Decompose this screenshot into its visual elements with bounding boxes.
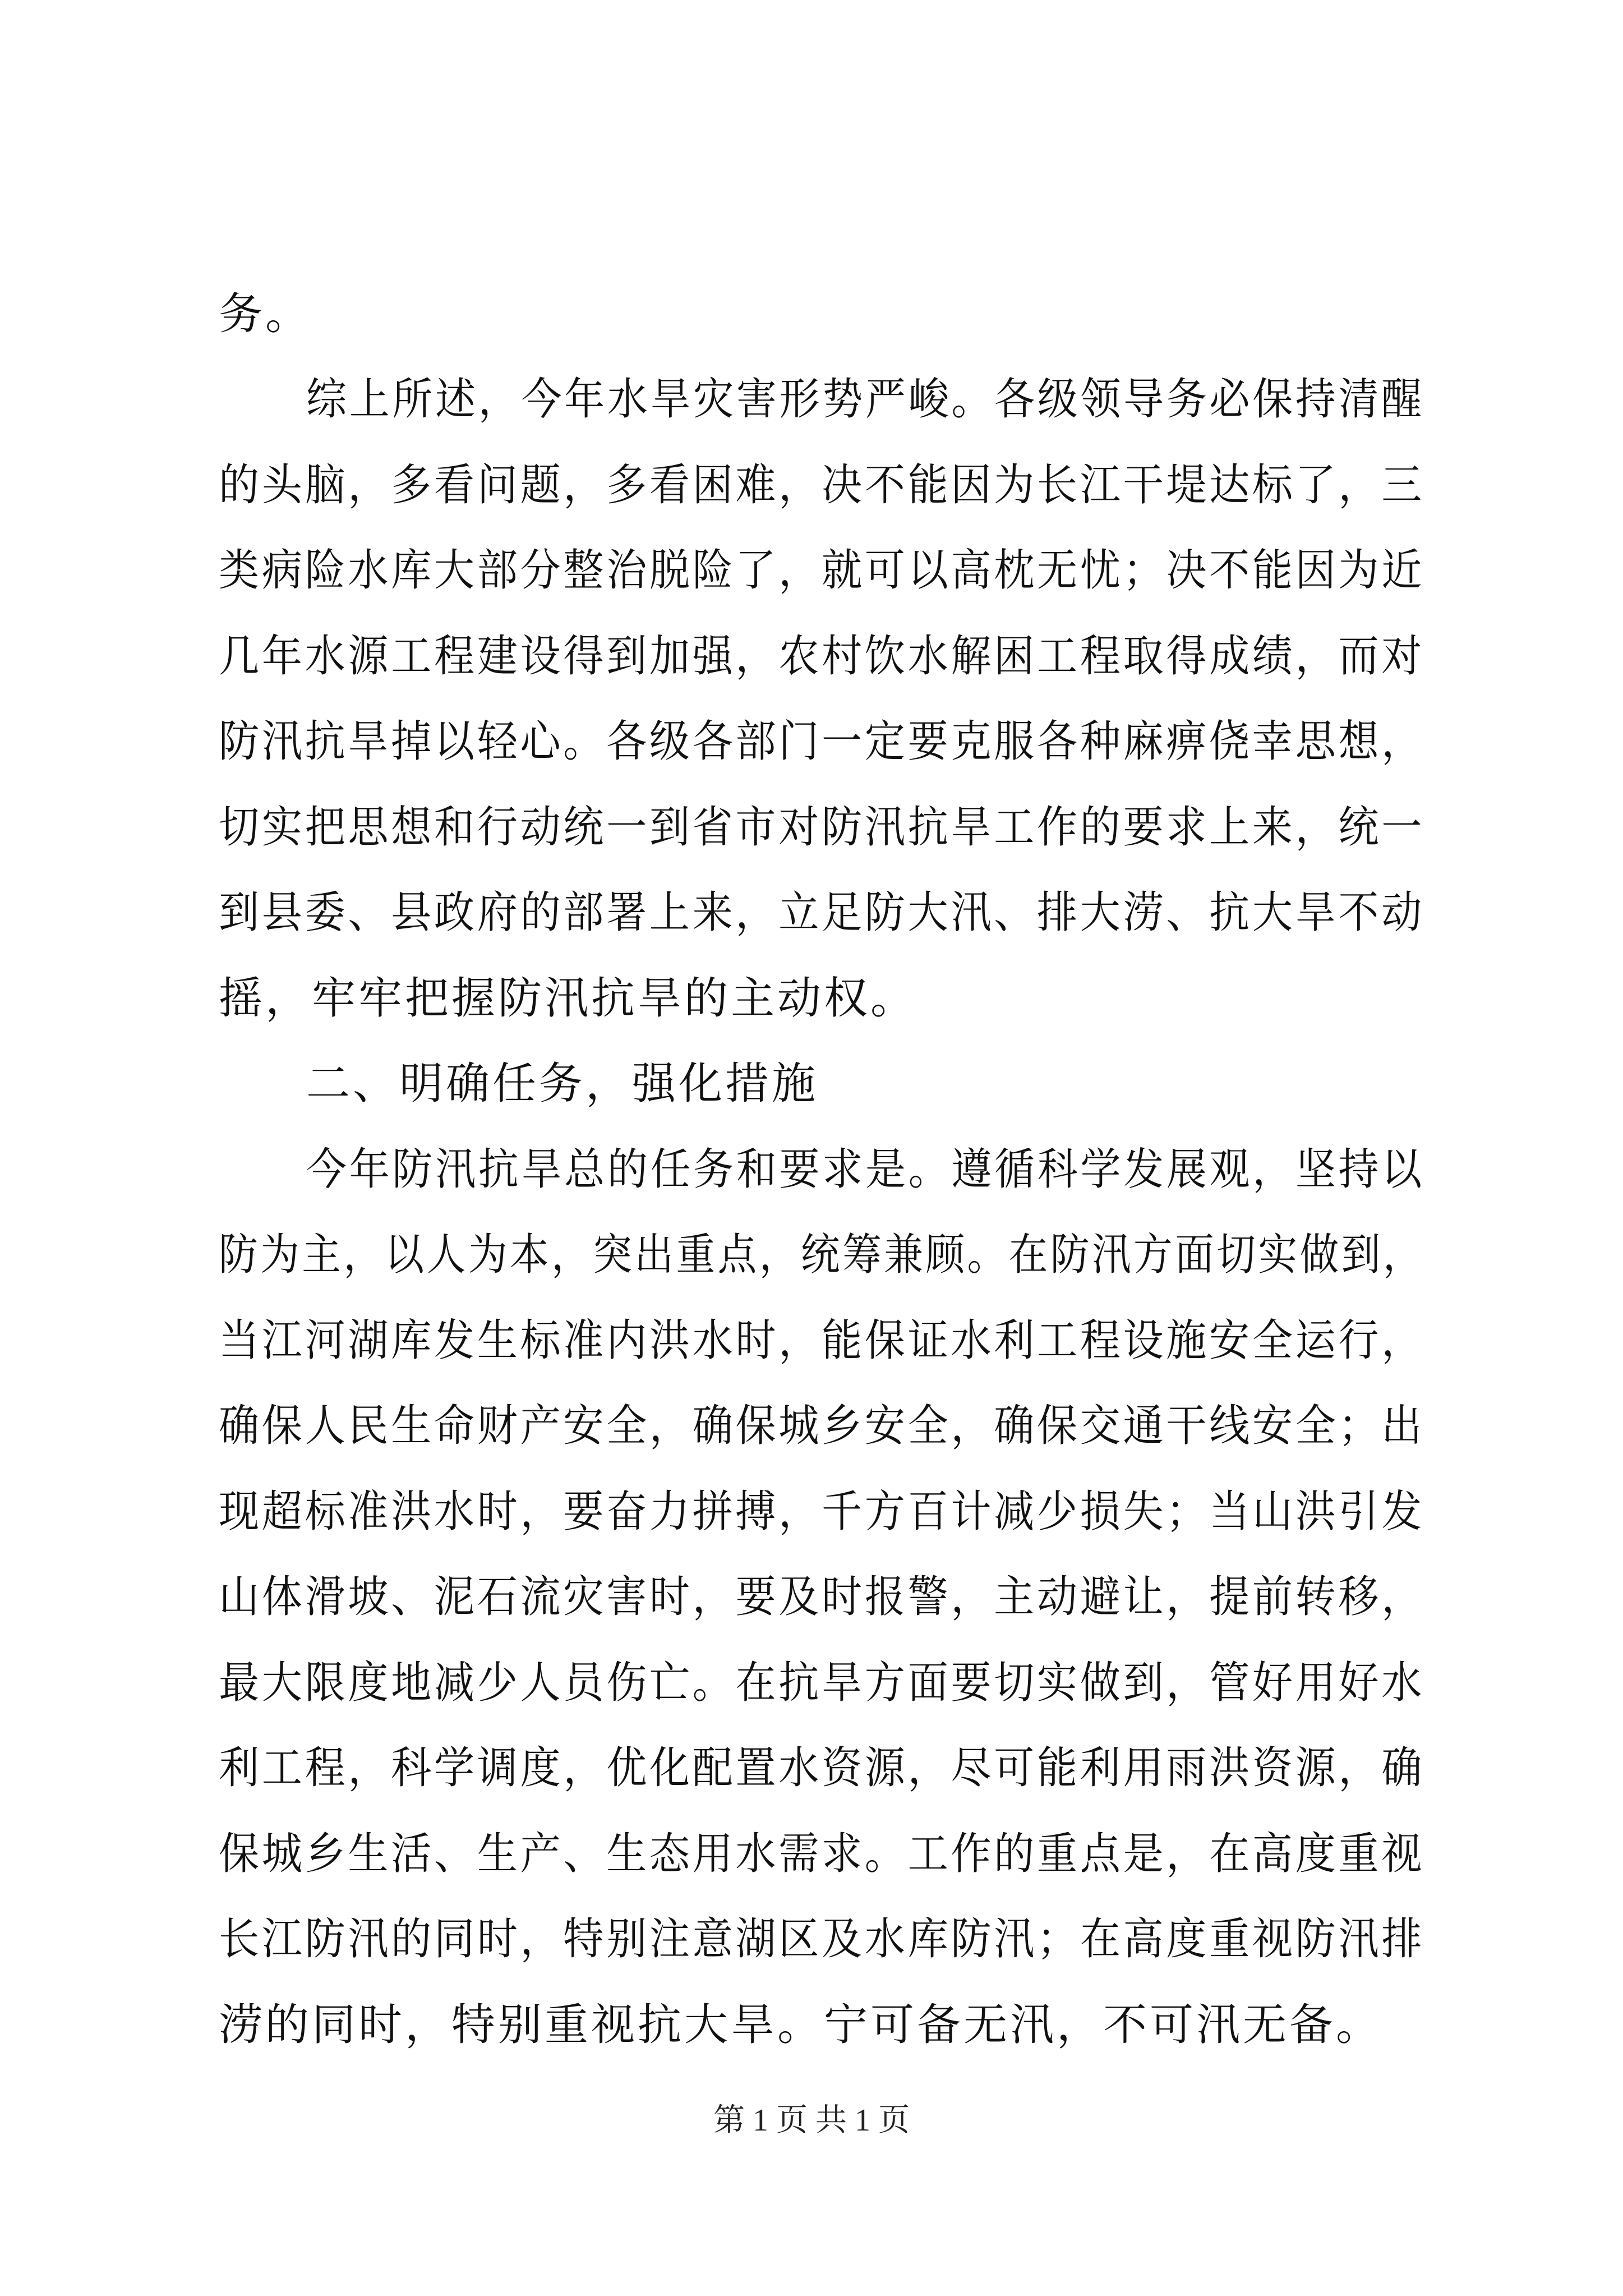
text-line: 保城乡生活、生产、生态用水需求。工作的重点是，在高度重视 [219,1829,1425,1879]
text-line: 到县委、县政府的部署上来，立足防大汛、排大涝、抗大旱不动 [219,887,1425,938]
paragraph-first-line: 今年防汛抗旱总的任务和要求是。遵循科学发展观，坚持以 [306,1144,1425,1195]
text-line: 涝的同时，特别重视抗大旱。宁可备无汛，不可汛无备。 [219,2000,1383,2050]
text-line: 山体滑坡、泥石流灾害时，要及时报警，主动避让，提前转移， [219,1572,1425,1622]
text-line: 的头脑，多看问题，多看困难，决不能因为长江干堤达标了，三 [219,460,1425,510]
text-line: 利工程，科学调度，优化配置水资源，尽可能利用雨洪资源，确 [219,1743,1425,1793]
text-line: 防为主，以人为本，突出重点，统筹兼顾。在防汛方面切实做到， [219,1230,1425,1280]
text-line: 防汛抗旱掉以轻心。各级各部门一定要克服各种麻痹侥幸思想， [219,716,1425,767]
text-line: 摇，牢牢把握防汛抗旱的主动权。 [219,973,917,1024]
text-line: 务。 [219,289,312,339]
section-heading: 二、明确任务，强化措施 [306,1059,819,1109]
text-line: 切实把思想和行动统一到省市对防汛抗旱工作的要求上来，统一 [219,802,1425,853]
text-line: 类病险水库大部分整治脱险了，就可以高枕无忧；决不能因为近 [219,545,1425,596]
paragraph-first-line: 综上所述，今年水旱灾害形势严峻。各级领导务必保持清醒 [306,374,1425,425]
page-number-footer: 第 1 页 共 1 页 [713,2103,910,2138]
text-line: 几年水源工程建设得到加强，农村饮水解困工程取得成绩，而对 [219,631,1425,682]
text-line: 确保人民生命财产安全，确保城乡安全，确保交通干线安全；出 [219,1401,1425,1451]
text-line: 长江防汛的同时，特别注意湖区及水库防汛；在高度重视防汛排 [219,1914,1425,1964]
text-line: 当江河湖库发生标准内洪水时，能保证水利工程设施安全运行， [219,1315,1425,1366]
text-line: 现超标准洪水时，要奋力拼搏，千方百计减少损失；当山洪引发 [219,1487,1425,1537]
text-line: 最大限度地减少人员伤亡。在抗旱方面要切实做到，管好用好水 [219,1658,1425,1708]
